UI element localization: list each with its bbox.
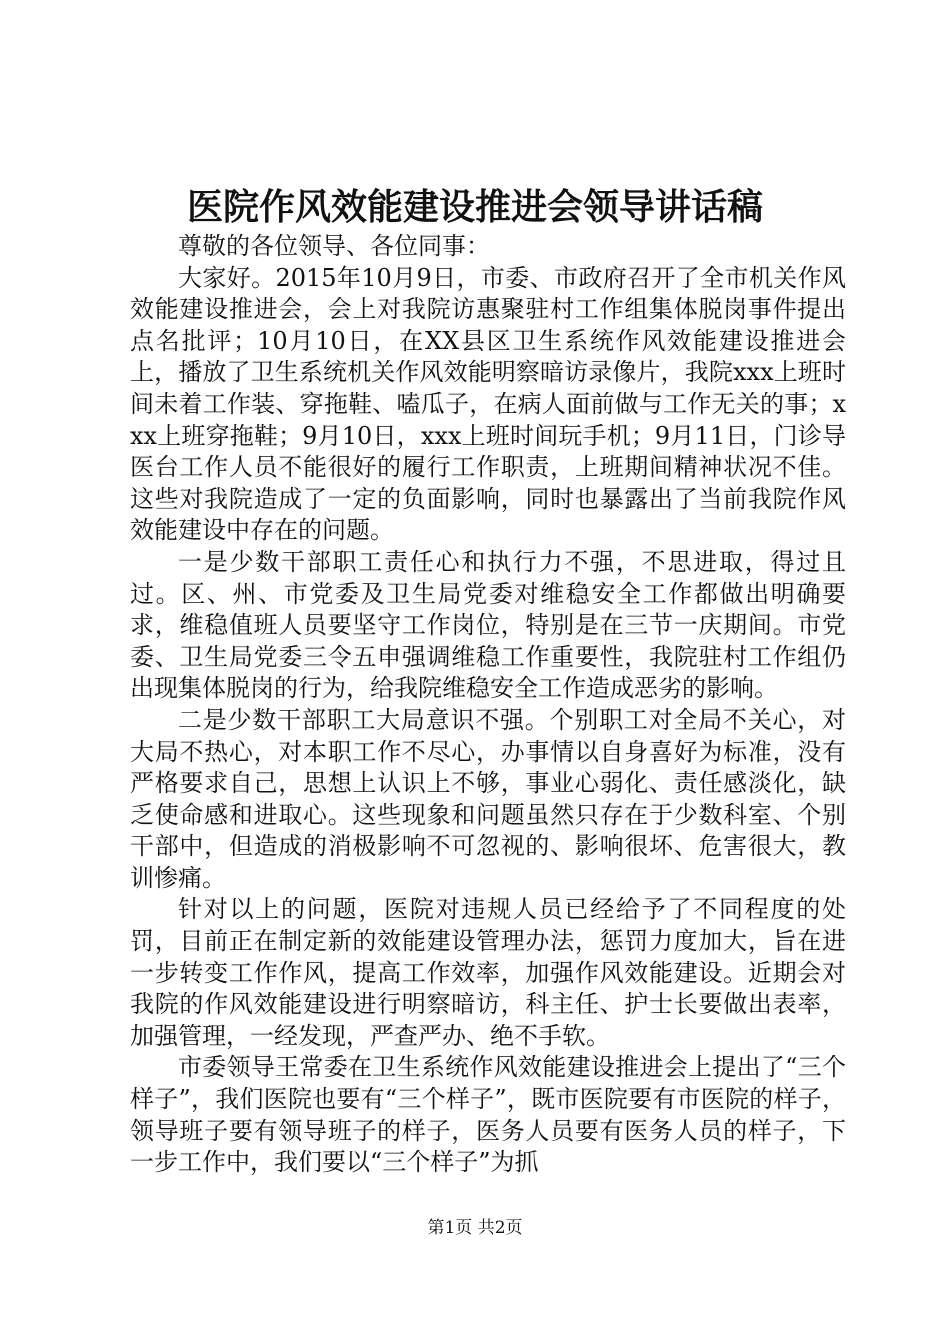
document-body xyxy=(130,231,846,1179)
body-paragraph-1: 大家好。2015年10月9日，市委、市政府召开了全市机关作风效能建设推进会，会上对我院访惠聚驻村工作组集体脱岗事件提出点名批评；10月10日，在XX县区卫生系统作风效能建设推进会上，播放了卫生系统机关作风效能明察暗访录像片，我院xxx上班时间未着工作装、穿拖鞋、嗑瓜子，在病人面前做与工作无关的事；xxx上班穿拖鞋；9月10日，xxx上班时间玩手机；9月11日，门诊导医台工作人员不能很好的履行工作职责，上班期间精神状况不佳。这些对我院造成了一定的负面影响，同时也暴露出了当前我院作风效能建设中存在的问题。 xyxy=(130,263,846,545)
page-number-footer: 第1页 共2页 xyxy=(427,1218,523,1238)
body-paragraph-4: 针对以上的问题，医院对违规人员已经给予了不同程度的处罚，目前正在制定新的效能建设管理办法，惩罚力度加大，旨在进一步转变工作作风，提高工作效率，加强作风效能建设。近期会对我院的作风效能建设进行明察暗访，科主任、护士长要做出表率，加强管理，一经发现，严查严办、绝不手软。 xyxy=(130,895,846,1050)
body-paragraph-3: 二是少数干部职工大局意识不强。个别职工对全局不关心，对大局不热心，对本职工作不尽心，办事情以自身喜好为标准，没有严格要求自己，思想上认识上不够，事业心弱化、责任感淡化，缺乏使命感和进取心。这些现象和问题虽然只存在于少数科室、个别干部中，但造成的消极影响不可忽视的、影响很坏、危害很大，教训惨痛。 xyxy=(130,705,846,892)
body-paragraph-2: 一是少数干部职工责任心和执行力不强，不思进取，得过且过。区、州、市党委及卫生局党委对维稳安全工作都做出明确要求，维稳值班人员要坚守工作岗位，特别是在三节一庆期间。市党委、卫生局党委三令五申强调维稳工作重要性，我院驻村工作组仍出现集体脱岗的行为，给我院维稳安全工作造成恶劣的影响。 xyxy=(130,547,846,703)
document-title: 医院作风效能建设推进会领导讲话稿 xyxy=(186,187,763,228)
body-paragraph-5: 市委领导王常委在卫生系统作风效能建设推进会上提出了“三个样子”，我们医院也要有“三个样子”，既市医院要有市医院的样子，领导班子要有领导班子的样子，医务人员要有医务人员的样子，下一步工作中，我们要以“三个样子”为抓 xyxy=(130,1053,846,1177)
salutation-paragraph: 尊敬的各位领导、各位同事： xyxy=(178,232,490,260)
